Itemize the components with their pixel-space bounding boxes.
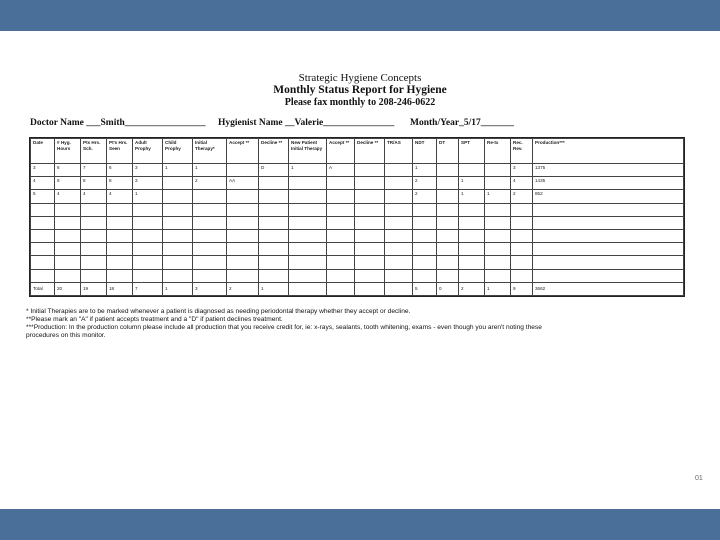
table-cell	[163, 216, 193, 229]
column-header: # Hyg. Hours	[55, 139, 81, 164]
table-cell	[385, 216, 413, 229]
table-cell	[289, 229, 327, 242]
table-cell: 1	[485, 190, 511, 203]
table-cell	[55, 256, 81, 269]
table-cell	[485, 229, 511, 242]
table-row	[31, 256, 684, 269]
table-cell	[259, 190, 289, 203]
top-band	[0, 0, 720, 31]
total-cell: 2	[459, 282, 485, 295]
total-cell: 3662	[533, 282, 684, 295]
table-cell: 4	[31, 177, 55, 190]
table-cell	[163, 177, 193, 190]
table-cell	[289, 177, 327, 190]
total-cell: 18	[107, 282, 133, 295]
column-header: DT	[437, 139, 459, 164]
table-cell	[227, 203, 259, 216]
table-cell	[511, 203, 533, 216]
table-cell	[385, 190, 413, 203]
column-header: New Patient Initial Therapy	[289, 139, 327, 164]
table-cell	[385, 164, 413, 177]
table-cell	[193, 203, 227, 216]
table-cell	[485, 216, 511, 229]
table-cell	[327, 203, 355, 216]
table-cell	[355, 269, 385, 282]
table-cell	[81, 269, 107, 282]
total-cell: 9	[511, 282, 533, 295]
table-cell	[31, 256, 55, 269]
total-cell: 7	[133, 282, 163, 295]
table-cell	[437, 177, 459, 190]
table-cell	[533, 269, 684, 282]
hygienist-name-field: Hygienist Name __Valerie_______________	[218, 118, 395, 128]
table-cell	[259, 269, 289, 282]
table-cell	[289, 216, 327, 229]
table-cell	[31, 229, 55, 242]
table-cell: 1	[459, 177, 485, 190]
table-cell	[193, 229, 227, 242]
table-cell	[81, 256, 107, 269]
table-cell	[485, 164, 511, 177]
table-row	[31, 190, 684, 203]
table-cell	[31, 203, 55, 216]
table-cell	[459, 269, 485, 282]
total-cell: 1	[259, 282, 289, 295]
month-year-field: Month/Year_5/17_______	[410, 118, 514, 128]
table-cell	[385, 256, 413, 269]
table-cell	[485, 177, 511, 190]
table-cell: 1375	[533, 164, 684, 177]
table-cell	[485, 203, 511, 216]
table-cell	[533, 256, 684, 269]
table-cell	[413, 216, 437, 229]
column-header: Pts Hrs. Sch.	[81, 139, 107, 164]
column-header: NDT	[413, 139, 437, 164]
table-row	[31, 203, 684, 216]
table-cell	[355, 164, 385, 177]
total-cell	[289, 282, 327, 295]
table-cell	[107, 243, 133, 256]
table-cell: 1	[289, 164, 327, 177]
column-header: Date	[31, 139, 55, 164]
table-cell	[413, 269, 437, 282]
total-row	[31, 282, 684, 295]
table-cell	[31, 269, 55, 282]
table-cell	[289, 269, 327, 282]
table-cell	[437, 229, 459, 242]
table-cell	[163, 203, 193, 216]
table-cell	[133, 229, 163, 242]
table-cell	[163, 243, 193, 256]
table-cell	[485, 256, 511, 269]
table-cell	[437, 203, 459, 216]
page-number: 01	[695, 475, 703, 482]
table-cell	[227, 269, 259, 282]
table-cell: 3	[511, 164, 533, 177]
column-header: Rec. Rev.	[511, 139, 533, 164]
table-cell	[437, 164, 459, 177]
table-row	[31, 269, 684, 282]
table-cell	[459, 243, 485, 256]
table-cell	[81, 243, 107, 256]
table-cell: 7	[81, 164, 107, 177]
table-cell	[385, 177, 413, 190]
table-cell	[163, 229, 193, 242]
table-cell: 2	[511, 190, 533, 203]
table-cell	[413, 229, 437, 242]
table-cell	[55, 216, 81, 229]
table-cell	[355, 256, 385, 269]
total-cell: Total	[31, 282, 55, 295]
table-cell	[133, 216, 163, 229]
table-cell	[485, 243, 511, 256]
table-cell: 1	[459, 190, 485, 203]
column-header: Pt's Hrs. Seen	[107, 139, 133, 164]
footnote-production: ***Production: In the production column please include all production that you receive credit for, ie: x-rays, sealants, tooth whitening, exams - even though you aren't noting these	[26, 324, 542, 331]
table-cell	[385, 243, 413, 256]
table-cell	[355, 216, 385, 229]
table-cell	[437, 216, 459, 229]
table-cell	[107, 256, 133, 269]
table-cell	[193, 269, 227, 282]
table-cell	[107, 229, 133, 242]
column-header: Child Prophy	[163, 139, 193, 164]
table-cell	[193, 216, 227, 229]
column-header: Adult Prophy	[133, 139, 163, 164]
total-cell: 1	[163, 282, 193, 295]
table-cell	[133, 243, 163, 256]
table-cell	[533, 203, 684, 216]
table-cell	[81, 229, 107, 242]
table-cell: 4	[55, 190, 81, 203]
table-cell	[459, 203, 485, 216]
table-row	[31, 229, 684, 242]
column-header: SPT	[459, 139, 485, 164]
table-row	[31, 164, 684, 177]
table-cell	[485, 269, 511, 282]
table-cell: 8	[55, 164, 81, 177]
column-header: Decline **	[259, 139, 289, 164]
table-cell	[355, 229, 385, 242]
table-cell	[259, 203, 289, 216]
table-cell	[327, 177, 355, 190]
status-table	[29, 137, 685, 297]
table-cell	[327, 229, 355, 242]
table-cell: 6	[107, 164, 133, 177]
table-cell	[327, 269, 355, 282]
table-cell	[459, 256, 485, 269]
table-cell	[259, 256, 289, 269]
table-cell	[459, 216, 485, 229]
table-cell: 2	[413, 190, 437, 203]
table-cell	[227, 190, 259, 203]
table-cell	[163, 190, 193, 203]
table-cell	[133, 256, 163, 269]
table-cell: 4	[81, 190, 107, 203]
table-cell	[327, 190, 355, 203]
table-cell	[133, 269, 163, 282]
table-cell	[289, 243, 327, 256]
table-row	[31, 216, 684, 229]
table-cell	[355, 203, 385, 216]
table-cell	[355, 190, 385, 203]
table-cell	[289, 256, 327, 269]
table-row	[31, 243, 684, 256]
table-cell	[533, 229, 684, 242]
table-cell	[459, 164, 485, 177]
column-header: Initial Therapy*	[193, 139, 227, 164]
column-header: Re-tx	[485, 139, 511, 164]
company-name: Strategic Hygiene Concepts	[298, 72, 422, 84]
table-cell	[193, 243, 227, 256]
column-header: Accept **	[327, 139, 355, 164]
table-cell	[355, 177, 385, 190]
table-cell	[413, 203, 437, 216]
table-cell: A	[327, 164, 355, 177]
table-cell	[259, 216, 289, 229]
total-cell: 2	[227, 282, 259, 295]
table-cell	[107, 203, 133, 216]
total-cell: 19	[81, 282, 107, 295]
table-cell	[385, 203, 413, 216]
table-cell: 4	[107, 190, 133, 203]
table-cell	[533, 216, 684, 229]
table-cell	[327, 243, 355, 256]
table-cell	[385, 269, 413, 282]
table-cell	[511, 243, 533, 256]
table-cell	[511, 256, 533, 269]
report-title: Monthly Status Report for Hygiene	[273, 84, 447, 96]
table-cell	[227, 216, 259, 229]
total-cell: 5	[413, 282, 437, 295]
table-cell	[31, 216, 55, 229]
table-cell: 1	[193, 164, 227, 177]
footnotes	[26, 308, 696, 340]
table-cell	[133, 203, 163, 216]
total-cell: 0	[437, 282, 459, 295]
table-cell	[259, 229, 289, 242]
table-cell: 1	[413, 164, 437, 177]
table-cell: 8	[107, 177, 133, 190]
table-cell	[437, 269, 459, 282]
table-cell	[227, 243, 259, 256]
table-cell: 4	[511, 177, 533, 190]
table-cell	[193, 190, 227, 203]
column-header: TR/AS	[385, 139, 413, 164]
table-cell	[31, 243, 55, 256]
column-header: Decline **	[355, 139, 385, 164]
table-cell: 852	[533, 190, 684, 203]
table-cell: 1435	[533, 177, 684, 190]
column-header: Accept **	[227, 139, 259, 164]
table-cell	[437, 190, 459, 203]
table-cell	[107, 269, 133, 282]
table-cell: 1	[163, 164, 193, 177]
table-cell	[533, 243, 684, 256]
table-cell: 3	[31, 164, 55, 177]
total-cell: 1	[485, 282, 511, 295]
table-cell	[193, 256, 227, 269]
doctor-name-field: Doctor Name ___Smith_________________	[30, 118, 206, 128]
table-cell	[437, 256, 459, 269]
table-cell	[511, 216, 533, 229]
table-cell	[227, 229, 259, 242]
table-cell: 3	[133, 164, 163, 177]
table-cell: 2	[193, 177, 227, 190]
table-cell	[81, 216, 107, 229]
table-cell	[413, 256, 437, 269]
table-cell	[55, 243, 81, 256]
table-cell	[437, 243, 459, 256]
table-cell	[511, 269, 533, 282]
table-cell: 8	[55, 177, 81, 190]
table-cell	[259, 243, 289, 256]
table-row	[31, 177, 684, 190]
table-cell	[55, 203, 81, 216]
table-cell	[385, 229, 413, 242]
table-cell	[163, 256, 193, 269]
table-cell: 3	[133, 177, 163, 190]
table-cell: D	[259, 164, 289, 177]
table-cell: 5	[31, 190, 55, 203]
table-cell	[289, 203, 327, 216]
table-cell	[511, 229, 533, 242]
table-cell: 1	[133, 190, 163, 203]
table-cell	[55, 269, 81, 282]
table-cell: 2	[413, 177, 437, 190]
total-cell	[355, 282, 385, 295]
table-cell	[327, 216, 355, 229]
table-cell	[459, 229, 485, 242]
table-cell	[413, 243, 437, 256]
footnote-initial-therapy: * Initial Therapies are to be marked whenever a patient is diagnosed as needing periodontal therapy whether they accept or decline.	[26, 308, 411, 315]
fax-instruction: Please fax monthly to 208-246-0622	[284, 97, 436, 108]
table-cell	[227, 256, 259, 269]
table-cell	[107, 216, 133, 229]
table-cell	[259, 177, 289, 190]
table-cell	[163, 269, 193, 282]
footnote-accept-decline: **Please mark an "A" if patient accepts treatment and a "D" if patient declines treatment.	[26, 316, 283, 323]
bottom-band	[0, 509, 720, 540]
footnote-production-cont: procedures on this monitor.	[26, 332, 106, 339]
table-cell: 8	[81, 177, 107, 190]
total-cell	[327, 282, 355, 295]
column-header: Production***	[533, 139, 684, 164]
total-cell: 20	[55, 282, 81, 295]
table-cell	[81, 203, 107, 216]
table-cell	[355, 243, 385, 256]
table-cell: AA	[227, 177, 259, 190]
table-cell	[327, 256, 355, 269]
table-cell	[55, 229, 81, 242]
table-cell	[289, 190, 327, 203]
total-cell: 3	[193, 282, 227, 295]
total-cell	[385, 282, 413, 295]
table-cell	[227, 164, 259, 177]
